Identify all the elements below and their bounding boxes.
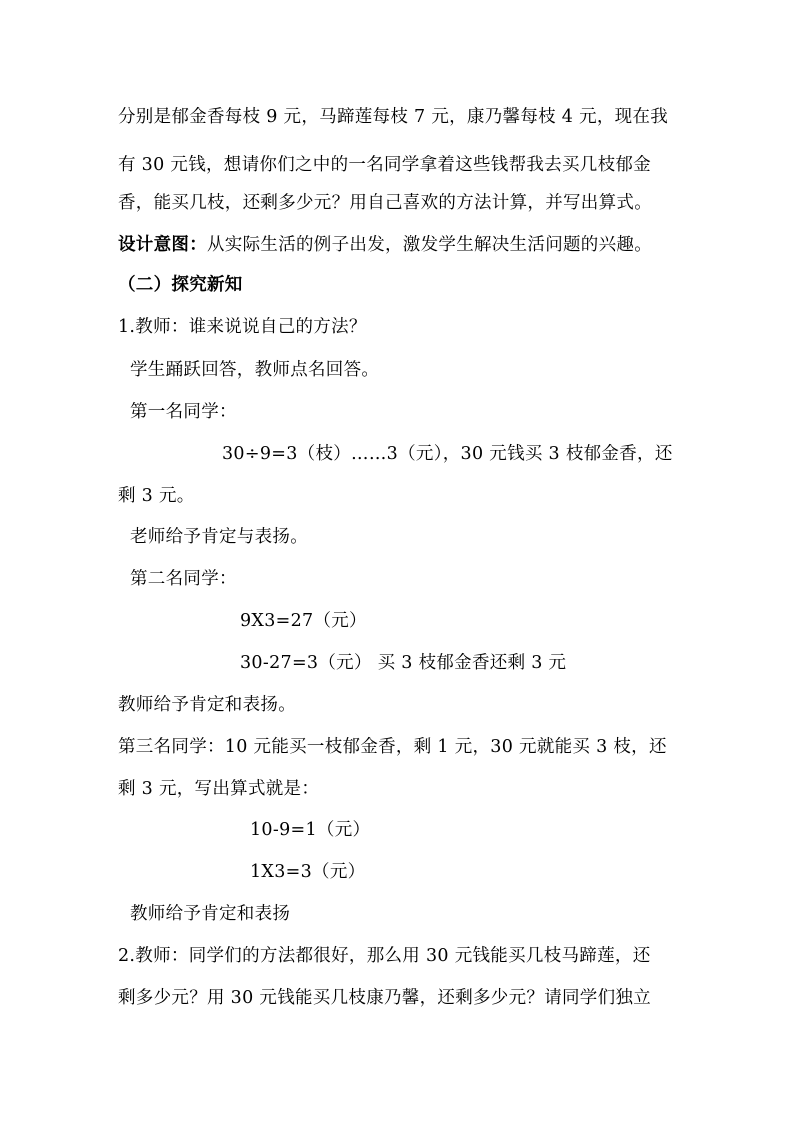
teacher-praise-2: 教师给予肯定和表扬。	[118, 695, 296, 715]
third-student-line-cont: 剩 3 元，写出算式就是：	[118, 779, 320, 799]
first-student-formula-cont: 剩 3 元。	[118, 486, 195, 506]
design-intent-text: 从实际生活的例子出发，激发学生解决生活问题的兴趣。	[207, 235, 652, 255]
third-student-formula-1: 10-9=1（元）	[250, 820, 371, 840]
step-2-teacher-line: 2.教师：同学们的方法都很好，那么用 30 元钱能买几枝马蹄莲，还	[118, 946, 651, 966]
second-student-formula-1: 9X3=27（元）	[240, 611, 367, 631]
third-student-formula-2: 1X3=3（元）	[250, 862, 366, 882]
second-student-label: 第二名同学：	[130, 569, 237, 589]
paragraph-line-1: 分别是郁金香每枝 9 元，马蹄莲每枝 7 元，康乃馨每枝 4 元，现在我	[118, 107, 669, 127]
section-heading: （二）探究新知	[118, 275, 243, 295]
students-answer-line: 学生踊跃回答，教师点名回答。	[130, 360, 380, 380]
design-intent-label: 设计意图：	[118, 235, 207, 255]
paragraph-line-2: 有 30 元钱，想请你们之中的一名同学拿着这些钱帮我去买几枝郁金	[118, 155, 651, 175]
step-2-teacher-line-cont: 剩多少元？用 30 元钱能买几枝康乃馨，还剩多少元？请同学们独立	[118, 988, 651, 1008]
design-intent-line	[118, 233, 652, 257]
first-student-label: 第一名同学：	[130, 402, 237, 422]
teacher-praise-1: 老师给予肯定与表扬。	[130, 527, 308, 547]
first-student-formula: 30÷9=3（枝）……3（元），30 元钱买 3 枝郁金香，还	[222, 444, 673, 464]
paragraph-line-3: 香，能买几枝，还剩多少元？用自己喜欢的方法计算，并写出算式。	[118, 193, 652, 213]
third-student-line: 第三名同学：10 元能买一枝郁金香，剩 1 元，30 元就能买 3 枝，还	[118, 737, 667, 757]
step-1-teacher-question: 1.教师：谁来说说自己的方法？	[118, 317, 367, 337]
teacher-praise-3: 教师给予肯定和表扬	[130, 904, 291, 924]
second-student-formula-2: 30-27=3（元） 买 3 枝郁金香还剩 3 元	[240, 653, 567, 673]
